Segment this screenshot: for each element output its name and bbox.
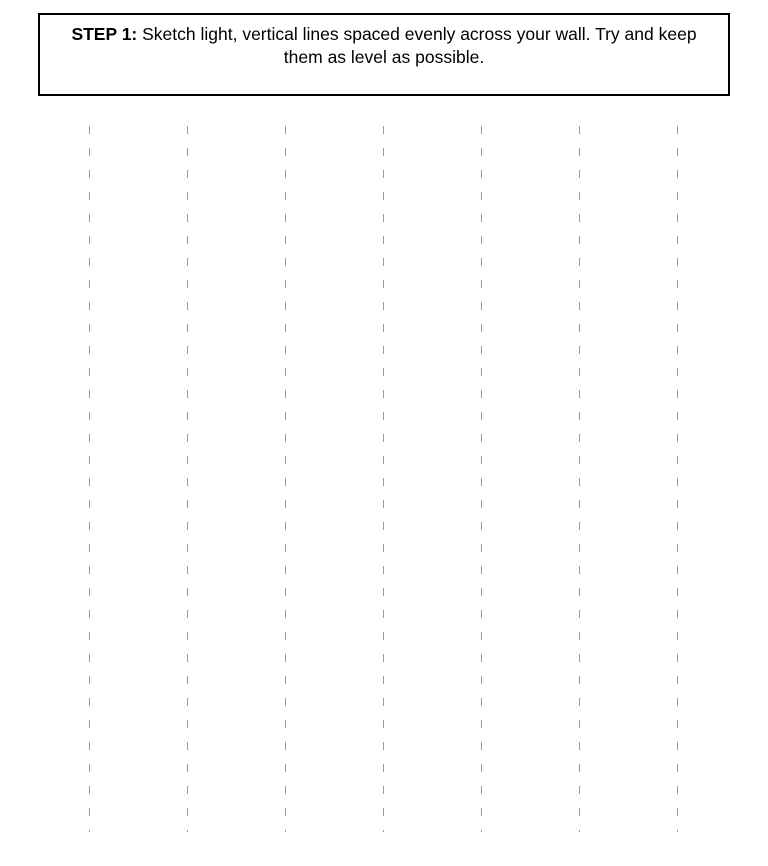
step-text: Sketch light, vertical lines spaced evenly across your wall. Try and keep them as level as possible. bbox=[137, 24, 697, 67]
step-label: STEP 1: bbox=[71, 24, 138, 44]
